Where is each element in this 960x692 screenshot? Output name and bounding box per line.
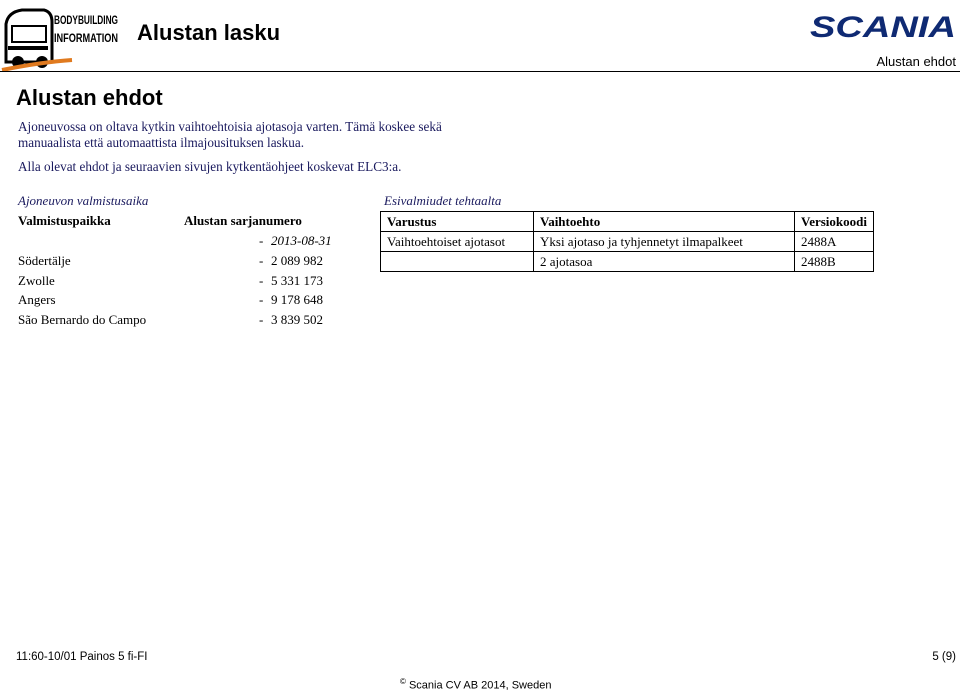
equipment-caption: Esivalmiudet tehtaalta	[384, 193, 502, 208]
place-cell: São Bernardo do Campo	[18, 312, 147, 327]
scania-logo	[810, 11, 956, 44]
col-header-version-code: Versiokoodi	[795, 212, 874, 232]
chassis-number-cell: 3 839 502	[271, 312, 323, 327]
copyright-notice	[400, 677, 551, 692]
conditions-paragraph: Alla olevat ehdot ja seuraavien sivujen kytkentäohjeet koskevat ELC3:a.	[18, 159, 402, 174]
col-header-equipment: Varustus	[381, 212, 534, 232]
scania-logo-text: SCANIA	[810, 11, 956, 44]
dash-cell: -	[259, 273, 264, 288]
chassis-number-cell: 2 089 982	[271, 253, 323, 268]
dash-cell: -	[259, 253, 264, 268]
table-header-row	[381, 212, 874, 232]
place-cell: Angers	[18, 292, 56, 307]
equipment-cell	[381, 252, 534, 272]
version-code-cell: 2488A	[795, 232, 874, 252]
dash-cell: -	[259, 312, 264, 327]
logo-text-line2: INFORMATION	[54, 31, 118, 45]
dash-cell: -	[259, 233, 264, 248]
intro-paragraph: Ajoneuvossa on oltava kytkin vaihtoehtoisia ajotasoja varten. Tämä koskee sekä manuaalista että automaattista ilmajousituksen laskua.	[18, 119, 442, 150]
logo-text-line1: BODYBUILDING	[54, 13, 118, 27]
table-row	[381, 232, 874, 252]
dash-cell: -	[259, 292, 264, 307]
header-divider	[0, 71, 960, 72]
chassis-number-cell: 9 178 648	[271, 292, 323, 307]
option-cell: Yksi ajotaso ja tyhjennetyt ilmapalkeet	[534, 232, 795, 252]
page-number: 5 (9)	[932, 651, 956, 663]
chassis-number-cell: 2013-08-31	[271, 233, 332, 248]
table-row	[381, 252, 874, 272]
header-section-label: Alustan ehdot	[876, 54, 956, 69]
chassis-number-cell: 5 331 173	[271, 273, 323, 288]
equipment-cell: Vaihtoehtoiset ajotasot	[381, 232, 534, 252]
col-header-chassis: Alustan sarjanumero	[184, 213, 302, 228]
equipment-table	[380, 211, 874, 272]
production-caption: Ajoneuvon valmistusaika	[18, 193, 149, 208]
place-cell: Södertälje	[18, 253, 71, 268]
copyright-text: Scania CV AB 2014, Sweden	[408, 679, 552, 692]
section-title: Alustan ehdot	[16, 85, 163, 110]
document-title: Alustan lasku	[137, 20, 281, 45]
col-header-place: Valmistuspaikka	[18, 213, 111, 228]
col-header-option: Vaihtoehto	[534, 212, 795, 232]
copyright-symbol: ©	[400, 677, 406, 686]
version-code-cell: 2488B	[795, 252, 874, 272]
bodybuilding-information-logo	[2, 2, 120, 72]
option-cell: 2 ajotasoa	[534, 252, 795, 272]
place-cell: Zwolle	[18, 273, 55, 288]
document-reference: 11:60-10/01 Painos 5 fi-FI	[16, 651, 148, 663]
